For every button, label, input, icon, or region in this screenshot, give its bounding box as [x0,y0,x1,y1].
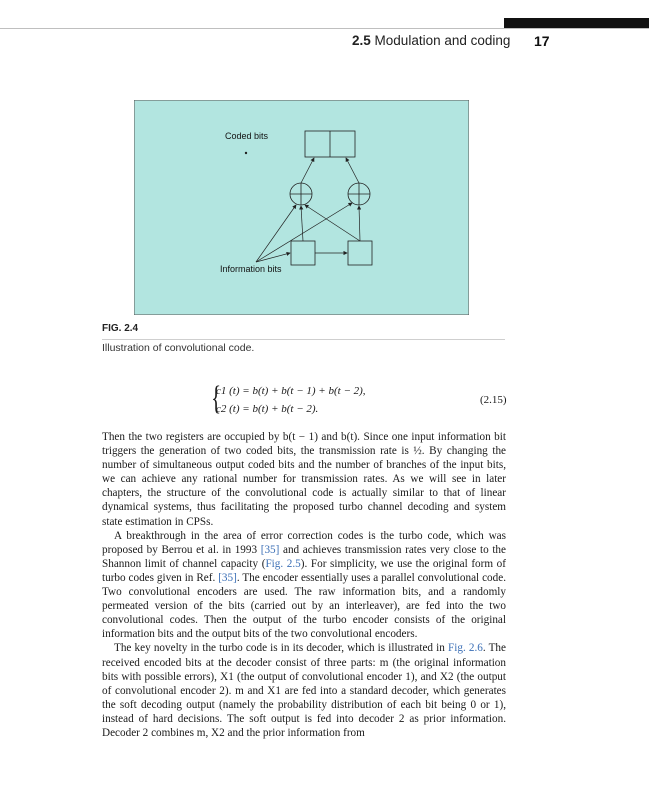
paragraph-1 [102,430,506,529]
equation-2-15 [211,380,366,418]
section-number: 2.5 [352,33,371,48]
equation-line-2: c2 (t) = b(t) + b(t − 2). [216,403,319,415]
information-bits-label: Information bits [220,264,282,274]
citation-35-link[interactable]: [35] [260,543,280,556]
equation-number: (2.15) [480,394,507,406]
section-title: Modulation and coding [374,33,511,48]
equation-line-1: c1 (t) = b(t) + b(t − 1) + b(t − 2), [216,385,366,397]
figure-caption-rule [102,339,505,340]
paragraph-3-text-a: The key novelty in the turbo code is in its decoder, which is illustrated in [114,642,449,655]
running-head [352,33,510,48]
paragraph-1-text: Then the two registers are occupied by b(t − 1) and b(t). Since one input information bit triggers the generation of two coded bits, the transmission rate is ½. By changing the number of simultaneous output coded bits and the number of branches of the input bits, we can achieve any rational number for transmission rates. As we will see in later chapters, the structure of the convolutional code is actually similar to that of linear dynamical systems, thus facilitating the proposed turbo channel decoding and system state estimation in CPSs. [102,431,506,528]
equation-brace: { [211,380,222,417]
body-text [102,430,506,740]
paragraph-2 [102,529,506,642]
header-bar [504,18,649,28]
convolutional-code-figure [134,100,469,315]
page-number: 17 [534,33,550,49]
figure-caption: Illustration of convolutional code. [102,342,255,354]
coded-bits-dot [245,152,247,154]
coded-bits-label: Coded bits [225,131,269,141]
fig-2-6-link[interactable]: Fig. 2.6 [448,642,483,655]
paragraph-2-text-c: ). For simplicity, we use the original form of turbo codes given in Ref. [102,557,507,584]
paragraph-3-text-b: . The received encoded bits at the decoder consist of three parts: m (the original information bits with possible errors), X1 (the output of convolutional encoder 1), and X2 (the output of convolutional encoder 2). m and X1 are fed into a standard decoder, which generates the soft decoding output (namely the probability distribution of each bit being 0 or 1), instead of hard decisions. The soft output is fed into decoder 2 as prior information. Decoder 2 combines m, X2 and the prior information from [102,642,506,739]
citation-35-link-2[interactable]: [35] [218,571,237,584]
paragraph-2-text-d: . The encoder essentially uses a parallel convolutional code. Two convolutional encoders are used. The raw information bits, and a randomly permeated version of the bits (carried out by an interleaver), are fed into the two convolutional codes. Then the output of the turbo encoder consists of the original information bits and the output bits of the two convolutional encoders. [102,571,506,641]
fig-2-5-link[interactable]: Fig. 2.5 [265,557,301,570]
paragraph-3 [102,641,506,740]
figure-background [134,100,469,315]
header-rule [0,28,649,29]
paragraph-2-text-a: A breakthrough in the area of error correction codes is the turbo code, which was proposed by Berrou et al. in 1993 [102,529,506,556]
figure-label: FIG. 2.4 [102,323,139,334]
paragraph-2-text-b: and achieves transmission rates very close to the Shannon limit of channel capacity ( [102,543,506,570]
